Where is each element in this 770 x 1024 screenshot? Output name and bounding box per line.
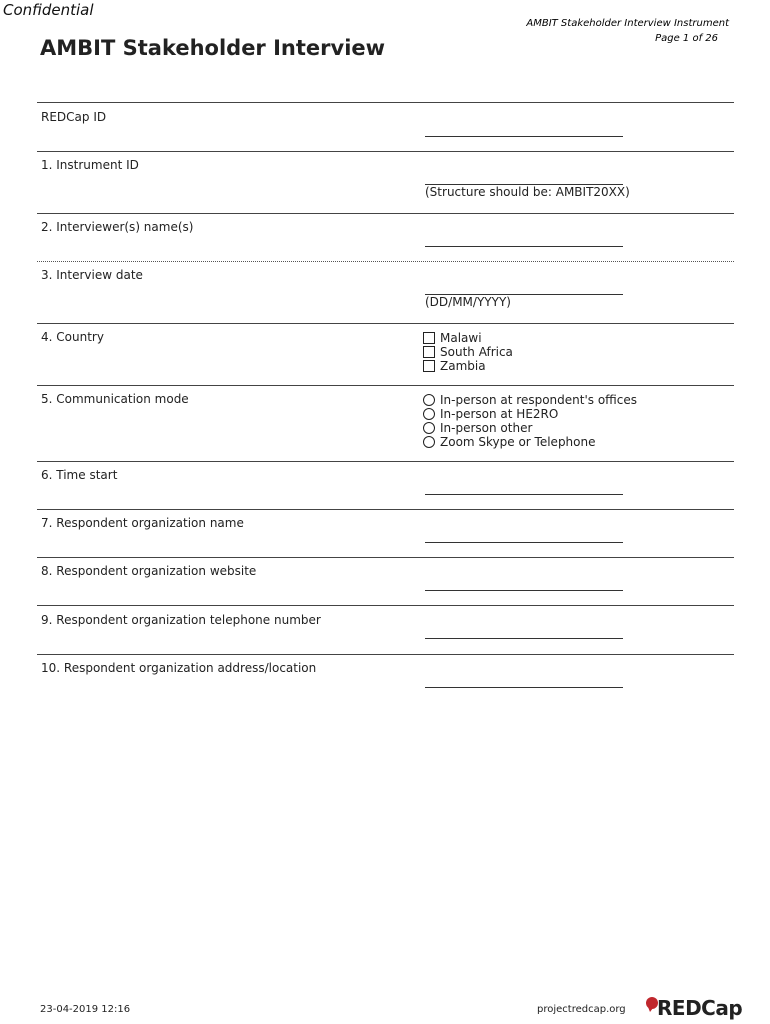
option-label: South Africa	[440, 345, 513, 359]
redcap-id-field[interactable]	[425, 136, 623, 137]
redcap-logo	[645, 994, 743, 1024]
org-name-label: 7. Respondent organization name	[41, 516, 244, 530]
interview-date-hint: (DD/MM/YYYY)	[425, 295, 511, 309]
time-start-field[interactable]	[425, 494, 623, 495]
option-label: Zambia	[440, 359, 486, 373]
org-phone-label: 9. Respondent organization telephone number	[41, 613, 321, 627]
interviewers-label: 2. Interviewer(s) name(s)	[41, 220, 194, 234]
checkbox[interactable]	[423, 346, 435, 358]
instrument-name: AMBIT Stakeholder Interview Instrument	[526, 18, 729, 29]
footer-site: projectredcap.org	[537, 1004, 626, 1015]
country-option-zambia[interactable]	[423, 359, 513, 373]
divider	[37, 213, 734, 214]
interviewers-field[interactable]	[425, 246, 623, 247]
instrument-id-label: 1. Instrument ID	[41, 158, 139, 172]
radio-button[interactable]	[423, 436, 435, 448]
country-option-malawi[interactable]	[423, 331, 513, 345]
divider	[37, 323, 734, 324]
country-options	[423, 331, 513, 373]
org-website-label: 8. Respondent organization website	[41, 564, 257, 578]
comm-option-respondent-offices[interactable]	[423, 393, 637, 407]
org-website-field[interactable]	[425, 590, 623, 591]
org-name-field[interactable]	[425, 542, 623, 543]
divider	[37, 151, 734, 152]
interview-date-label: 3. Interview date	[41, 268, 143, 282]
divider	[37, 605, 734, 606]
divider	[37, 385, 734, 386]
divider	[37, 461, 734, 462]
divider	[37, 102, 734, 103]
checkbox[interactable]	[423, 360, 435, 372]
option-label: In-person at HE2RO	[440, 407, 559, 421]
footer-date: 23-04-2019 12:16	[40, 1004, 131, 1015]
country-label: 4. Country	[41, 330, 104, 344]
country-option-south-africa[interactable]	[423, 345, 513, 359]
time-start-label: 6. Time start	[41, 468, 118, 482]
radio-button[interactable]	[423, 422, 435, 434]
divider	[37, 509, 734, 510]
option-label: Zoom Skype or Telephone	[440, 435, 596, 449]
instrument-id-hint: (Structure should be: AMBIT20XX)	[425, 185, 630, 199]
divider	[37, 261, 734, 262]
org-address-field[interactable]	[425, 687, 623, 688]
comm-option-remote[interactable]	[423, 435, 637, 449]
header-info	[526, 16, 729, 46]
org-address-label: 10. Respondent organization address/location	[41, 661, 317, 675]
redcap-logo-text: REDCap	[657, 996, 743, 1020]
comm-option-he2ro[interactable]	[423, 407, 637, 421]
redcap-id-label: REDCap ID	[41, 110, 107, 124]
option-label: Malawi	[440, 331, 482, 345]
divider	[37, 654, 734, 655]
page-title: AMBIT Stakeholder Interview	[40, 36, 386, 60]
comm-mode-label: 5. Communication mode	[41, 392, 189, 406]
divider	[37, 557, 734, 558]
comm-mode-options	[423, 393, 637, 449]
radio-button[interactable]	[423, 394, 435, 406]
option-label: In-person other	[440, 421, 533, 435]
comm-option-in-person-other[interactable]	[423, 421, 637, 435]
org-phone-field[interactable]	[425, 638, 623, 639]
option-label: In-person at respondent's offices	[440, 393, 638, 407]
page-number: Page 1 of 26	[655, 33, 718, 44]
confidential-label: Confidential	[3, 1, 94, 19]
radio-button[interactable]	[423, 408, 435, 420]
checkbox[interactable]	[423, 332, 435, 344]
